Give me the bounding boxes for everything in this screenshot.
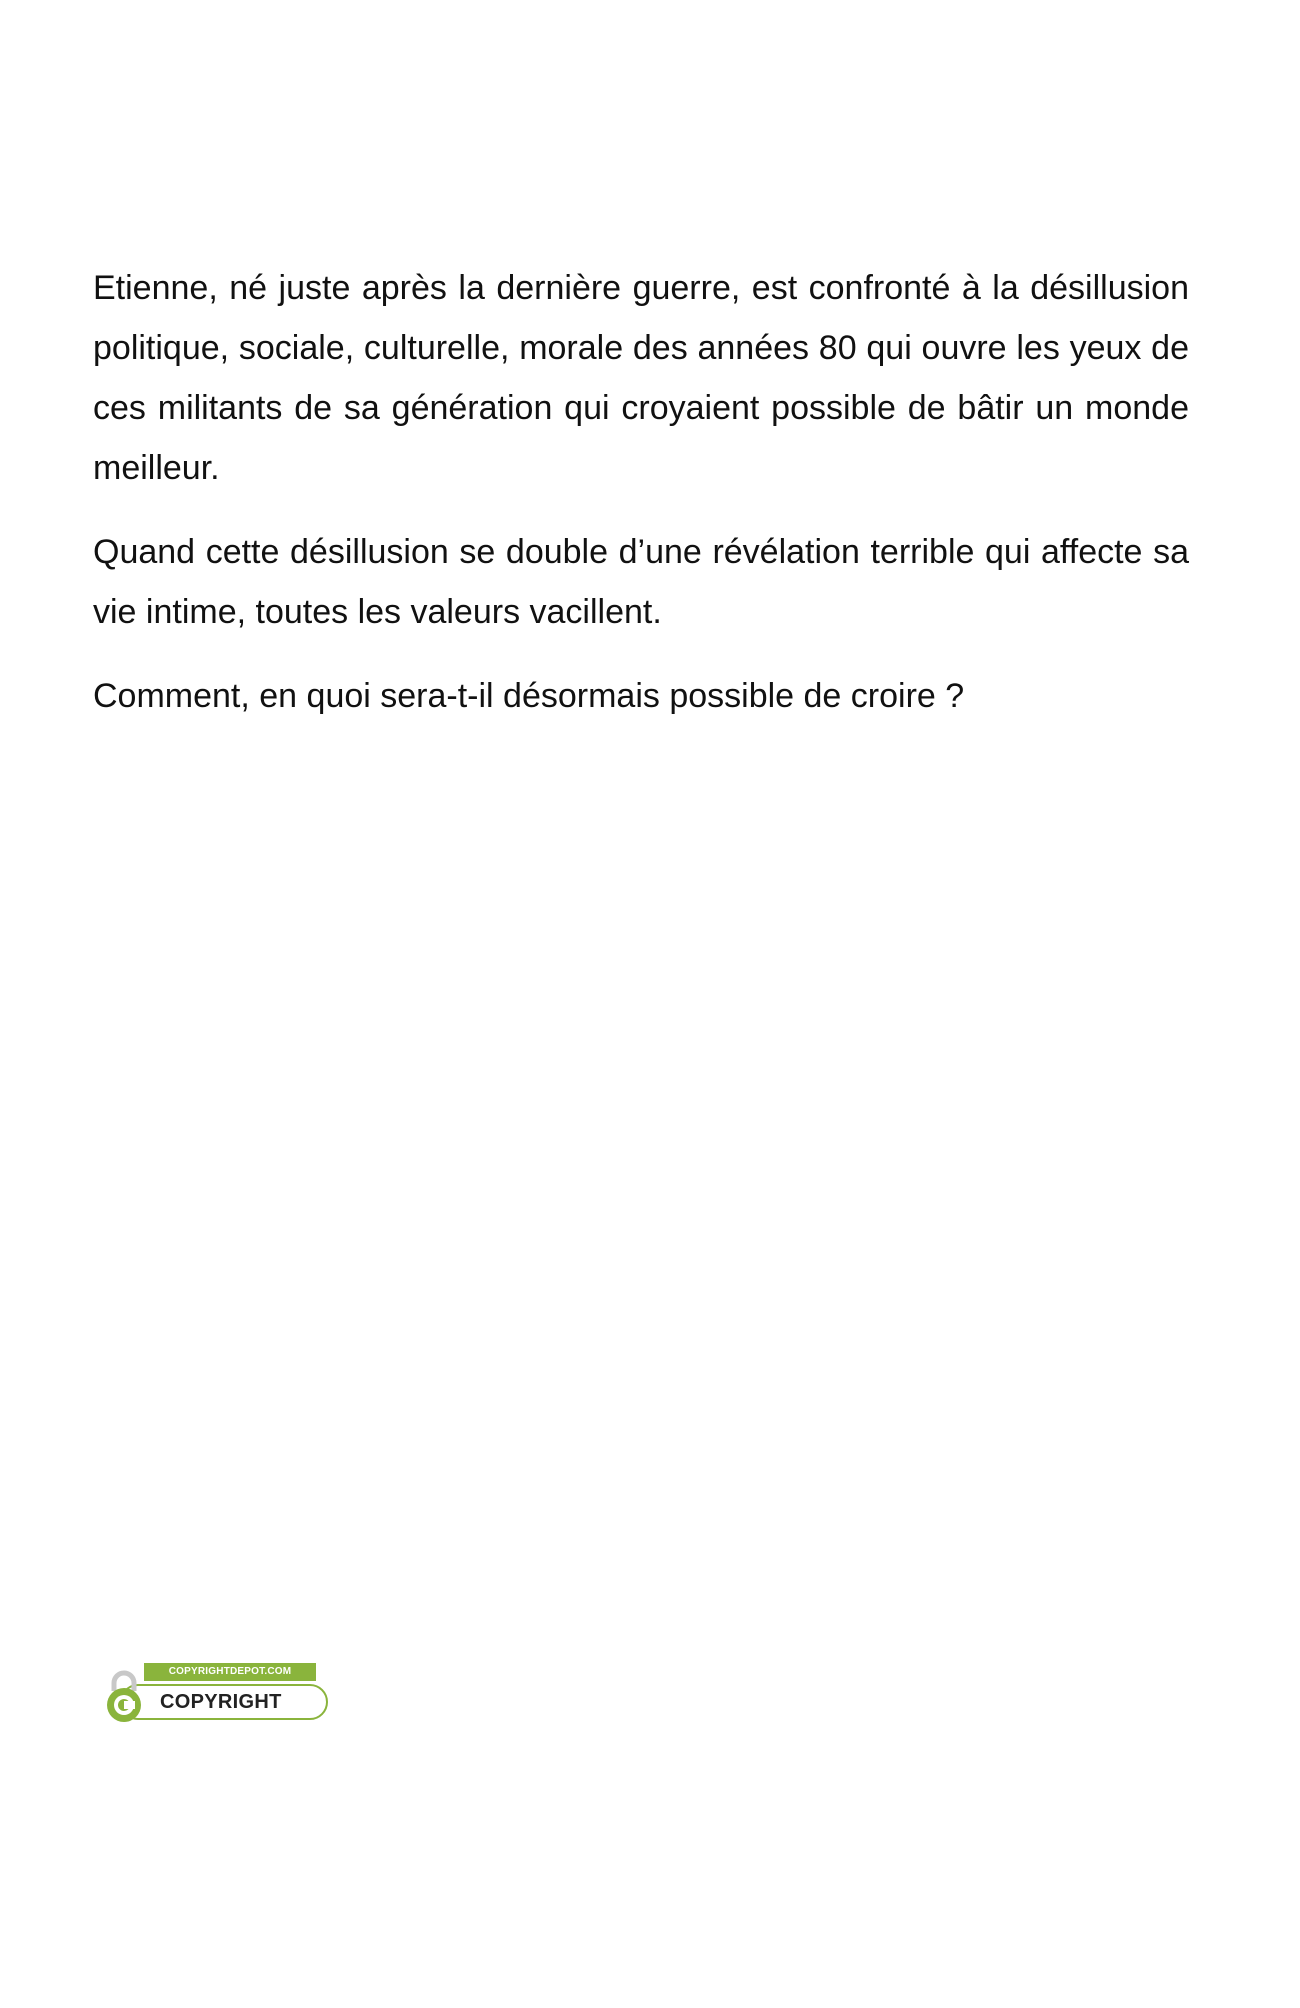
back-cover-text (93, 258, 1189, 750)
paragraph-3: Comment, en quoi sera-t-il désormais possible de croire ? (93, 677, 965, 715)
copyright-badge (104, 1663, 330, 1725)
copyright-site-label: COPYRIGHTDEPOT.COM (144, 1663, 316, 1681)
paragraph-2: Quand cette désillusion se double d’une révélation terrible qui affecte sa vie intime, toutes les valeurs vacillent. (93, 533, 1189, 631)
copyright-label: COPYRIGHT (160, 1691, 282, 1713)
paragraph-1: Etienne, né juste après la dernière guerre, est confronté à la désillusion politique, sociale, culturelle, morale des années 80 qui ouvre les yeux de ces militants de sa génération qui croyaient possible de bâtir un monde meilleur. (93, 269, 1189, 487)
copyright-lock-icon (104, 1667, 144, 1723)
